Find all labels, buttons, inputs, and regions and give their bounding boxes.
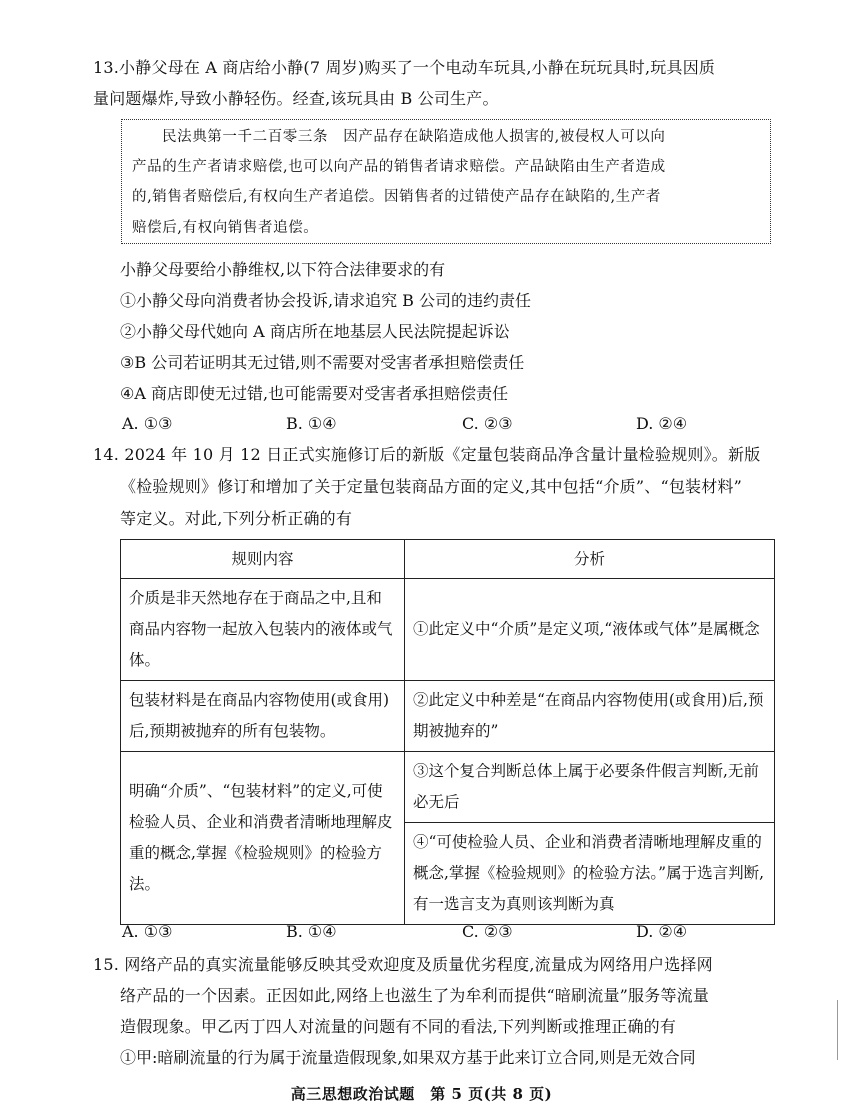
- q13-statement-4: ④A 商店即使无过错,也可能需要对受害者承担赔偿责任: [120, 384, 509, 403]
- analysis-cell-3: ③这个复合判断总体上属于必要条件假言判断,无前必无后: [405, 752, 775, 823]
- q15-statement-1: ①甲:暗刷流量的行为属于流量造假现象,如果双方基于此来订立合同,则是无效合同: [120, 1048, 696, 1067]
- q15-line-1: 15. 网络产品的真实流量能够反映其受欢迎度及质量优劣程度,流量成为网络用户选择网: [93, 955, 713, 974]
- rules-analysis-table: [120, 539, 775, 925]
- rule-cell-3: 明确“介质”、“包装材料”的定义,可使检验人员、企业和消费者清晰地理解皮重的概念,掌握《检验规则》的检验方法。: [121, 752, 405, 925]
- quote-line-3: 的,销售者赔偿后,有权向生产者追偿。因销售者的过错使产品存在缺陷的,生产者: [132, 189, 662, 205]
- q15-line-2: 络产品的一个因素。正因如此,网络上也滋生了为牟利而提供“暗刷流量”服务等流量: [120, 986, 710, 1005]
- q13-statement-2: ②小静父母代她向 A 商店所在地基层人民法院提起诉讼: [120, 322, 510, 341]
- q14-line-1: 14. 2024 年 10 月 12 日正式实施修订后的新版《定量包装商品净含量计量检验规则》。新版: [93, 445, 761, 464]
- q14-option-d[interactable]: D. ②④: [636, 922, 688, 941]
- quote-line-1: 民法典第一千二百零三条 因产品存在缺陷造成他人损害的,被侵权人可以向: [162, 129, 666, 145]
- q13-statement-3: ③B 公司若证明其无过错,则不需要对受害者承担赔偿责任: [120, 353, 525, 372]
- rule-cell-2: 包装材料是在商品内容物使用(或食用)后,预期被抛弃的所有包装物。: [121, 681, 405, 752]
- q14-option-b[interactable]: B. ①④: [286, 922, 337, 941]
- rule-cell-1: 介质是非天然地存在于商品之中,且和商品内容物一起放入包装内的液体或气体。: [121, 579, 405, 681]
- page-edge-line: [837, 1000, 838, 1060]
- q13-statement-1: ①小静父母向消费者协会投诉,请求追究 B 公司的违约责任: [120, 291, 532, 310]
- table-row: [121, 579, 775, 681]
- quote-line-2: 产品的生产者请求赔偿,也可以向产品的销售者请求赔偿。产品缺陷由生产者造成: [132, 159, 666, 175]
- q13-option-c[interactable]: C. ②③: [462, 414, 513, 433]
- q13-line-1: 13.小静父母在 A 商店给小静(7 周岁)购买了一个电动车玩具,小静在玩玩具时,玩具因质: [93, 58, 716, 77]
- header-rule-content: 规则内容: [121, 540, 405, 579]
- analysis-cell-4: ④“可使检验人员、企业和消费者清晰地理解皮重的概念,掌握《检验规则》的检验方法。”属于选言判断,有一选言支为真则该判断为真: [405, 823, 775, 925]
- q13-options: [122, 414, 722, 434]
- page-footer: 高三思想政治试题 第 5 页(共 8 页): [290, 1085, 553, 1103]
- quote-line-4: 赔偿后,有权向销售者追偿。: [132, 220, 319, 236]
- table-row: [121, 681, 775, 752]
- q13-stem: 小静父母要给小静维权,以下符合法律要求的有: [120, 260, 446, 279]
- q14-options: [122, 922, 722, 942]
- q14-option-c[interactable]: C. ②③: [462, 922, 513, 941]
- q15-line-3: 造假现象。甲乙丙丁四人对流量的问题有不同的看法,下列判断或推理正确的有: [120, 1017, 677, 1036]
- q14-line-3: 等定义。对此,下列分析正确的有: [120, 509, 353, 528]
- q13-option-d[interactable]: D. ②④: [636, 414, 688, 433]
- table-header-row: [121, 540, 775, 579]
- q14-line-2: 《检验规则》修订和增加了关于定量包装商品方面的定义,其中包括“介质”、“包装材料”: [120, 477, 743, 496]
- analysis-cell-2: ②此定义中种差是“在商品内容物使用(或食用)后,预期被抛弃的”: [405, 681, 775, 752]
- q13-option-a[interactable]: A. ①③: [122, 414, 173, 433]
- civil-code-quote-box: [121, 119, 771, 244]
- q13-option-b[interactable]: B. ①④: [286, 414, 337, 433]
- header-analysis: 分析: [405, 540, 775, 579]
- q14-option-a[interactable]: A. ①③: [122, 922, 173, 941]
- q13-line-2: 量问题爆炸,导致小静轻伤。经查,该玩具由 B 公司生产。: [93, 89, 499, 108]
- analysis-cell-1: ①此定义中“介质”是定义项,“液体或气体”是属概念: [405, 579, 775, 681]
- table-row: [121, 752, 775, 823]
